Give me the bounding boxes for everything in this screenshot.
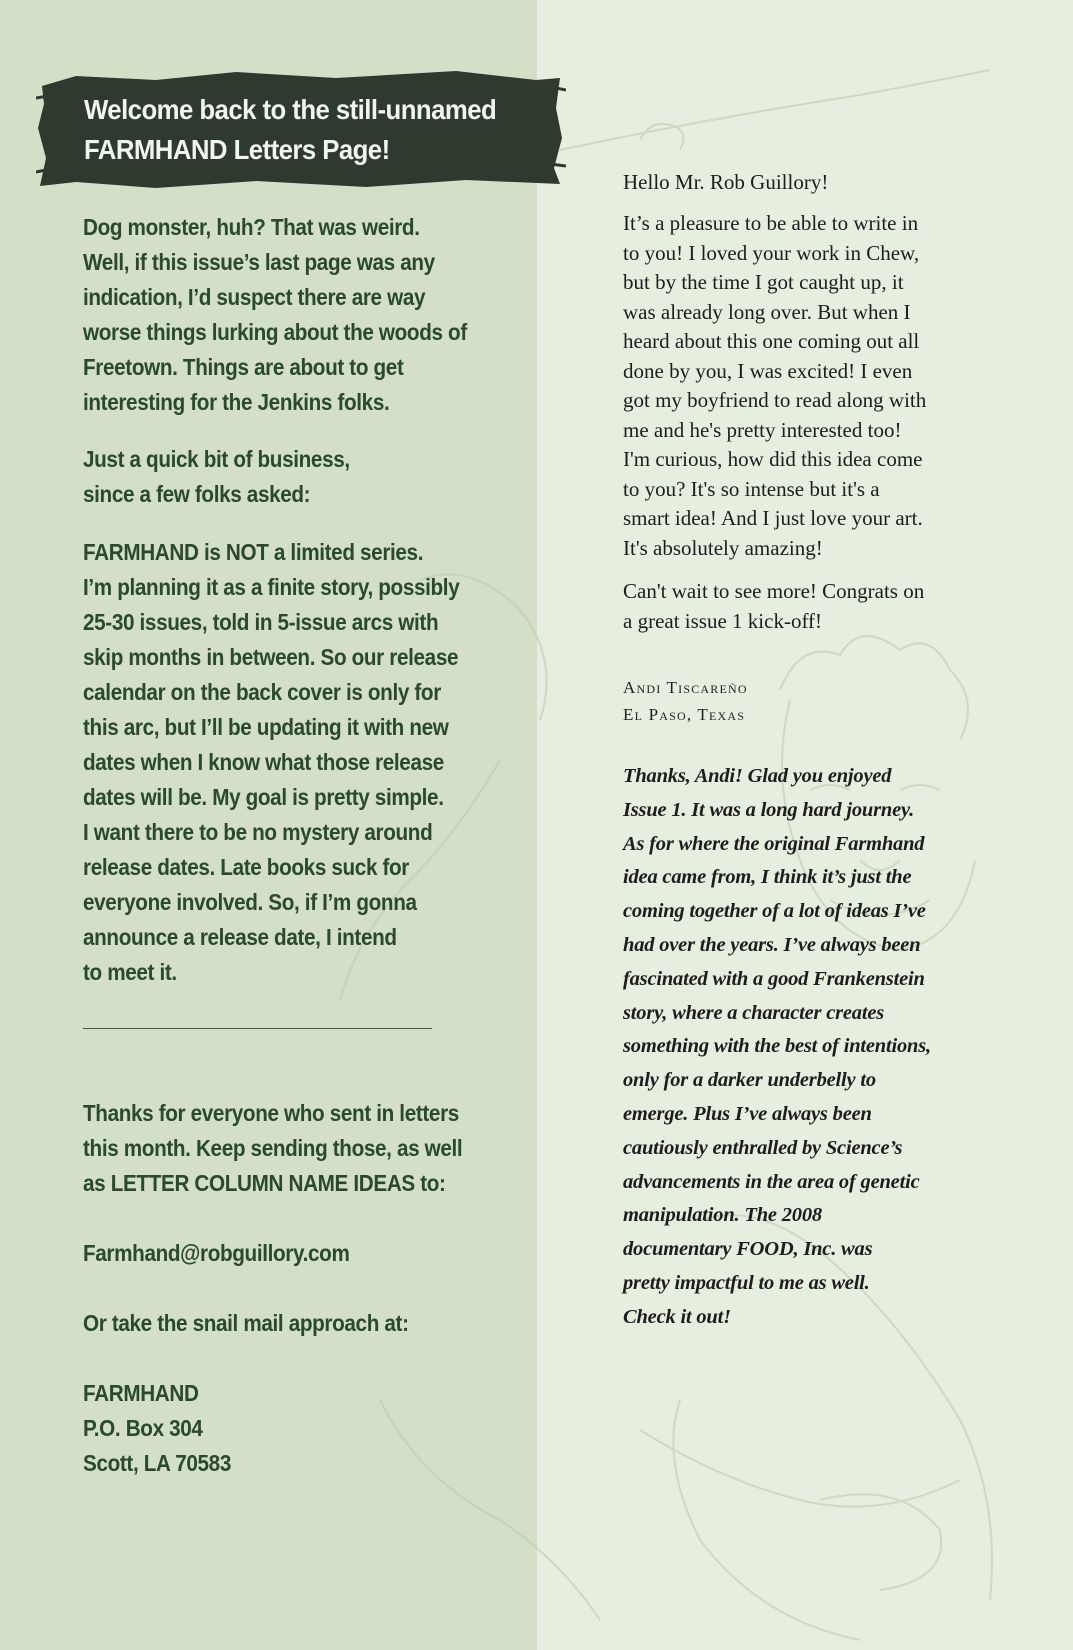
letter-closing — [623, 577, 1023, 636]
signature-name: Andi Tiscareño — [623, 678, 748, 697]
section-divider — [83, 1028, 432, 1029]
closing-text: Can't wait to see more! Congrats on a great issue 1 kick-off! — [623, 579, 925, 633]
intro-paragraph — [83, 210, 479, 420]
greeting-text: Hello Mr. Rob Guillory! — [623, 170, 829, 194]
mailing-address — [83, 1376, 479, 1481]
email-paragraph — [83, 1236, 479, 1271]
business-text: Just a quick bit of business, since a few folks asked: — [83, 446, 350, 507]
page-title: Welcome back to the still-unnamed FARMHAND Letters Page! — [84, 94, 497, 165]
letter-body — [623, 209, 1023, 563]
snail-mail-text: Or take the snail mail approach at: — [83, 1310, 409, 1336]
business-paragraph — [83, 442, 479, 512]
intro-text: Dog monster, huh? That was weird. Well, if this issue’s last page was any indication, I’d suspect there are way worse things lurking about the woods of Freetown. Things are about to get interesting for the Jenkins folks. — [83, 214, 467, 415]
thanks-text: Thanks for everyone who sent in letters this month. Keep sending those, as well as LETTER COLUMN NAME IDEAS to: — [83, 1100, 463, 1196]
address-text: FARMHAND P.O. Box 304 Scott, LA 70583 — [83, 1380, 231, 1476]
letter-body-text: It’s a pleasure to be able to write in to you! I loved your work in Chew, but by the time I got caught up, it was already long over. But when I heard about this one coming out all done by you, I was excited! I even got my boyfriend to read along with me and he's pretty interested too! I'm curious, how did this idea come to you? It's so intense but it's a smart idea! And I just love your art. It's absolutely amazing! — [623, 211, 927, 560]
thanks-paragraph — [83, 1096, 479, 1201]
announcement-paragraph — [83, 535, 479, 990]
header-banner — [36, 68, 566, 190]
announcement-text: FARMHAND is NOT a limited series. I’m planning it as a finite story, possibly 25-30 issues, told in 5-issue arcs with skip months in between. So our release calendar on the back cover is only for this arc, but I’ll be updating it with new dates when I know what those release dates will be. My goal is pretty simple. I want there to be no mystery around release dates. Late books suck for everyone involved. So, if I’m gonna announce a release date, I intend to meet it. — [83, 539, 460, 985]
editor-reply — [623, 760, 1033, 1335]
email-address: Farmhand@robguillory.com — [83, 1240, 350, 1266]
letter-greeting — [623, 168, 1023, 198]
letter-signature — [623, 674, 1023, 728]
snail-mail-paragraph — [83, 1306, 479, 1341]
signature-place: El Paso, Texas — [623, 705, 746, 724]
reply-text: Thanks, Andi! Glad you enjoyed Issue 1. It was a long hard journey. As for where the original Farmhand idea came from, I think it’s just the coming together of a lot of ideas I’ve had over the years. I’ve always been fascinated with a good Frankenstein story, where a character creates something with the best of intentions, only for a darker underbelly to emerge. Plus I’ve always been cautiously enthralled by Science’s advancements in the area of genetic manipulation. The 2008 documentary FOOD, Inc. was pretty impactful to me as well. Check it out! — [623, 765, 931, 1328]
